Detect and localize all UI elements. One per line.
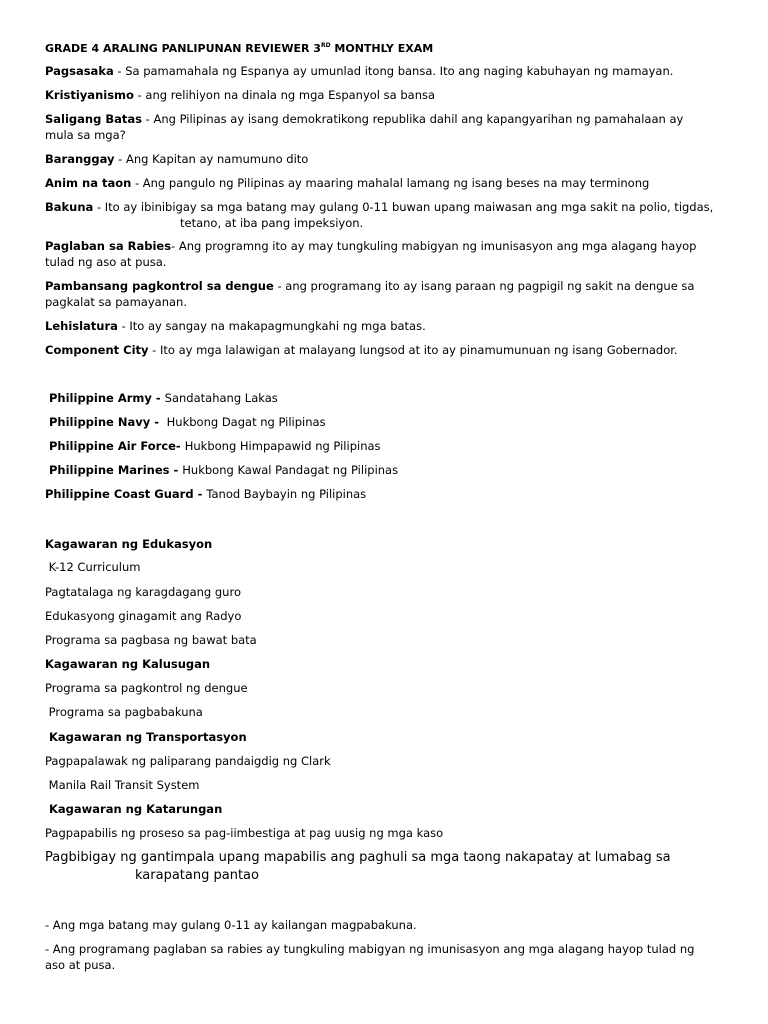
- term-label: Kristiyanismo: [45, 88, 134, 102]
- list-item: Programa sa pagbabakuna: [45, 705, 203, 719]
- term-label: Pagsasaka: [45, 64, 114, 78]
- term-definition: Ito ay mga lalawigan at malayang lungsod at ito ay pinamumunuan ng isang Gobernador.: [159, 343, 678, 357]
- list-item: Edukasyong ginagamit ang Radyo: [45, 609, 242, 623]
- force-coast-guard: [45, 486, 366, 502]
- term-separator: -: [273, 279, 286, 293]
- term-definition: Sa pamamahala ng Espanya ay umunlad itong bansa. Ito ang naging kabuhayan ng mamayan.: [125, 64, 674, 78]
- term-label: Pambansang pagkontrol sa dengue: [45, 279, 274, 293]
- dept-heading-katarungan: Kagawaran ng Katarungan: [45, 802, 223, 816]
- term-paglaban-sa-rabies: [45, 238, 715, 270]
- force-navy: [45, 414, 326, 430]
- title-main: GRADE 4 ARALING PANLIPUNAN REVIEWER 3: [45, 42, 321, 55]
- dept-heading-kalusugan: Kagawaran ng Kalusugan: [45, 657, 211, 671]
- term-separator: -: [133, 88, 146, 102]
- term-separator: -: [114, 152, 126, 166]
- force-army: [45, 390, 278, 406]
- term-label: Lehislatura: [45, 319, 118, 333]
- list-item: Manila Rail Transit System: [45, 778, 200, 792]
- term-separator: -: [148, 343, 160, 357]
- term-definition: Ito ay ibinibigay sa mga batang may gulang 0-11 buwan upang maiwasan ang mga sakit na polio, tigdas,: [104, 200, 714, 214]
- force-description: Sandatahang Lakas: [164, 391, 278, 405]
- term-kristiyanismo: [45, 87, 435, 103]
- term-label: Paglaban sa Rabies: [45, 239, 172, 253]
- term-bakuna: [45, 199, 713, 215]
- term-definition: ang programang ito ay isang paraan ng pagpigil ng sakit na dengue sa pagkalat sa pamayanan.: [45, 279, 695, 309]
- list-item: Pagpapalawak ng paliparang pandaigdig ng Clark: [45, 754, 331, 768]
- dept-heading-edukasyon: Kagawaran ng Edukasyon: [45, 537, 213, 551]
- force-name: Philippine Coast Guard -: [45, 487, 207, 501]
- term-definition: Ito ay sangay na makapagmungkahi ng mga batas.: [129, 319, 426, 333]
- term-separator: -: [93, 200, 105, 214]
- term-label: Baranggay: [45, 152, 115, 166]
- term-pagsasaka: [45, 63, 673, 79]
- term-definition: Ang Kapitan ay namumuno dito: [125, 152, 309, 166]
- list-item: Pagpapabilis ng proseso sa pag-iimbestiga at pag uusig ng mga kaso: [45, 826, 444, 840]
- term-definition: Ang pangulo ng Pilipinas ay maaring mahalal lamang ng isang beses na may terminong: [142, 176, 650, 190]
- term-label: Anim na taon: [45, 176, 132, 190]
- force-description: Tanod Baybayin ng Pilipinas: [206, 487, 367, 501]
- title-rest: MONTHLY EXAM: [330, 42, 434, 55]
- term-component-city: [45, 342, 678, 358]
- term-definition: Ang programng ito ay may tungkuling mabigyan ng imunisasyon ang mga alagang hayop tulad ng aso at pusa.: [45, 239, 697, 269]
- force-description: Hukbong Himpapawid ng Pilipinas: [184, 439, 381, 453]
- term-label: Bakuna: [45, 200, 94, 214]
- list-item: Programa sa pagkontrol ng dengue: [45, 681, 248, 695]
- term-definition: ang relihiyon na dinala ng mga Espanyol sa bansa: [145, 88, 436, 102]
- term-definition-continued: tetano, at iba pang impeksiyon.: [180, 216, 364, 230]
- list-item: Programa sa pagbasa ng bawat bata: [45, 633, 257, 647]
- term-label: Component City: [45, 343, 149, 357]
- note-item: - Ang mga batang may gulang 0-11 ay kailangan magpabakuna.: [45, 918, 417, 932]
- term-definition: Ang Pilipinas ay isang demokratikong republika dahil ang kapangyarihan ng pamahalaan ay mula sa mga?: [45, 112, 684, 142]
- force-description: Hukbong Dagat ng Pilipinas: [163, 415, 326, 429]
- term-separator: -: [171, 239, 179, 253]
- term-baranggay: [45, 151, 308, 167]
- term-label: Saligang Batas: [45, 112, 142, 126]
- term-pambansang-pagkontrol: [45, 278, 715, 310]
- term-separator: -: [113, 64, 126, 78]
- term-separator: -: [117, 319, 130, 333]
- term-separator: -: [131, 176, 143, 190]
- dept-heading-transportasyon: Kagawaran ng Transportasyon: [45, 730, 247, 744]
- list-item-large: Pagbibigay ng gantimpala upang mapabilis ang paghuli sa mga taong nakapatay at lumabag sa: [45, 850, 671, 865]
- term-lehislatura: [45, 318, 426, 334]
- term-anim-na-taon: [45, 175, 649, 191]
- term-bakuna-continued: [45, 215, 363, 231]
- term-separator: -: [141, 112, 154, 126]
- title-superscript: RD: [320, 42, 331, 49]
- force-name: Philippine Army -: [45, 391, 165, 405]
- note-item: - Ang programang paglaban sa rabies ay tungkuling mabigyan ng imunisasyon ang mga alagang hayop tulad ng aso at pusa.: [45, 942, 695, 972]
- list-item: Pagtatalaga ng karagdagang guro: [45, 585, 241, 599]
- list-item-large-continued: karapatang pantao: [135, 868, 259, 883]
- force-marines: [45, 462, 398, 478]
- force-air-force: [45, 438, 381, 454]
- force-name: Philippine Air Force-: [45, 439, 185, 453]
- page-title: [45, 38, 433, 57]
- list-item: K-12 Curriculum: [45, 560, 141, 574]
- term-saligang-batas: [45, 111, 715, 143]
- force-name: Philippine Navy -: [45, 415, 163, 429]
- force-description: Hukbong Kawal Pandagat ng Pilipinas: [182, 463, 399, 477]
- force-name: Philippine Marines -: [45, 463, 183, 477]
